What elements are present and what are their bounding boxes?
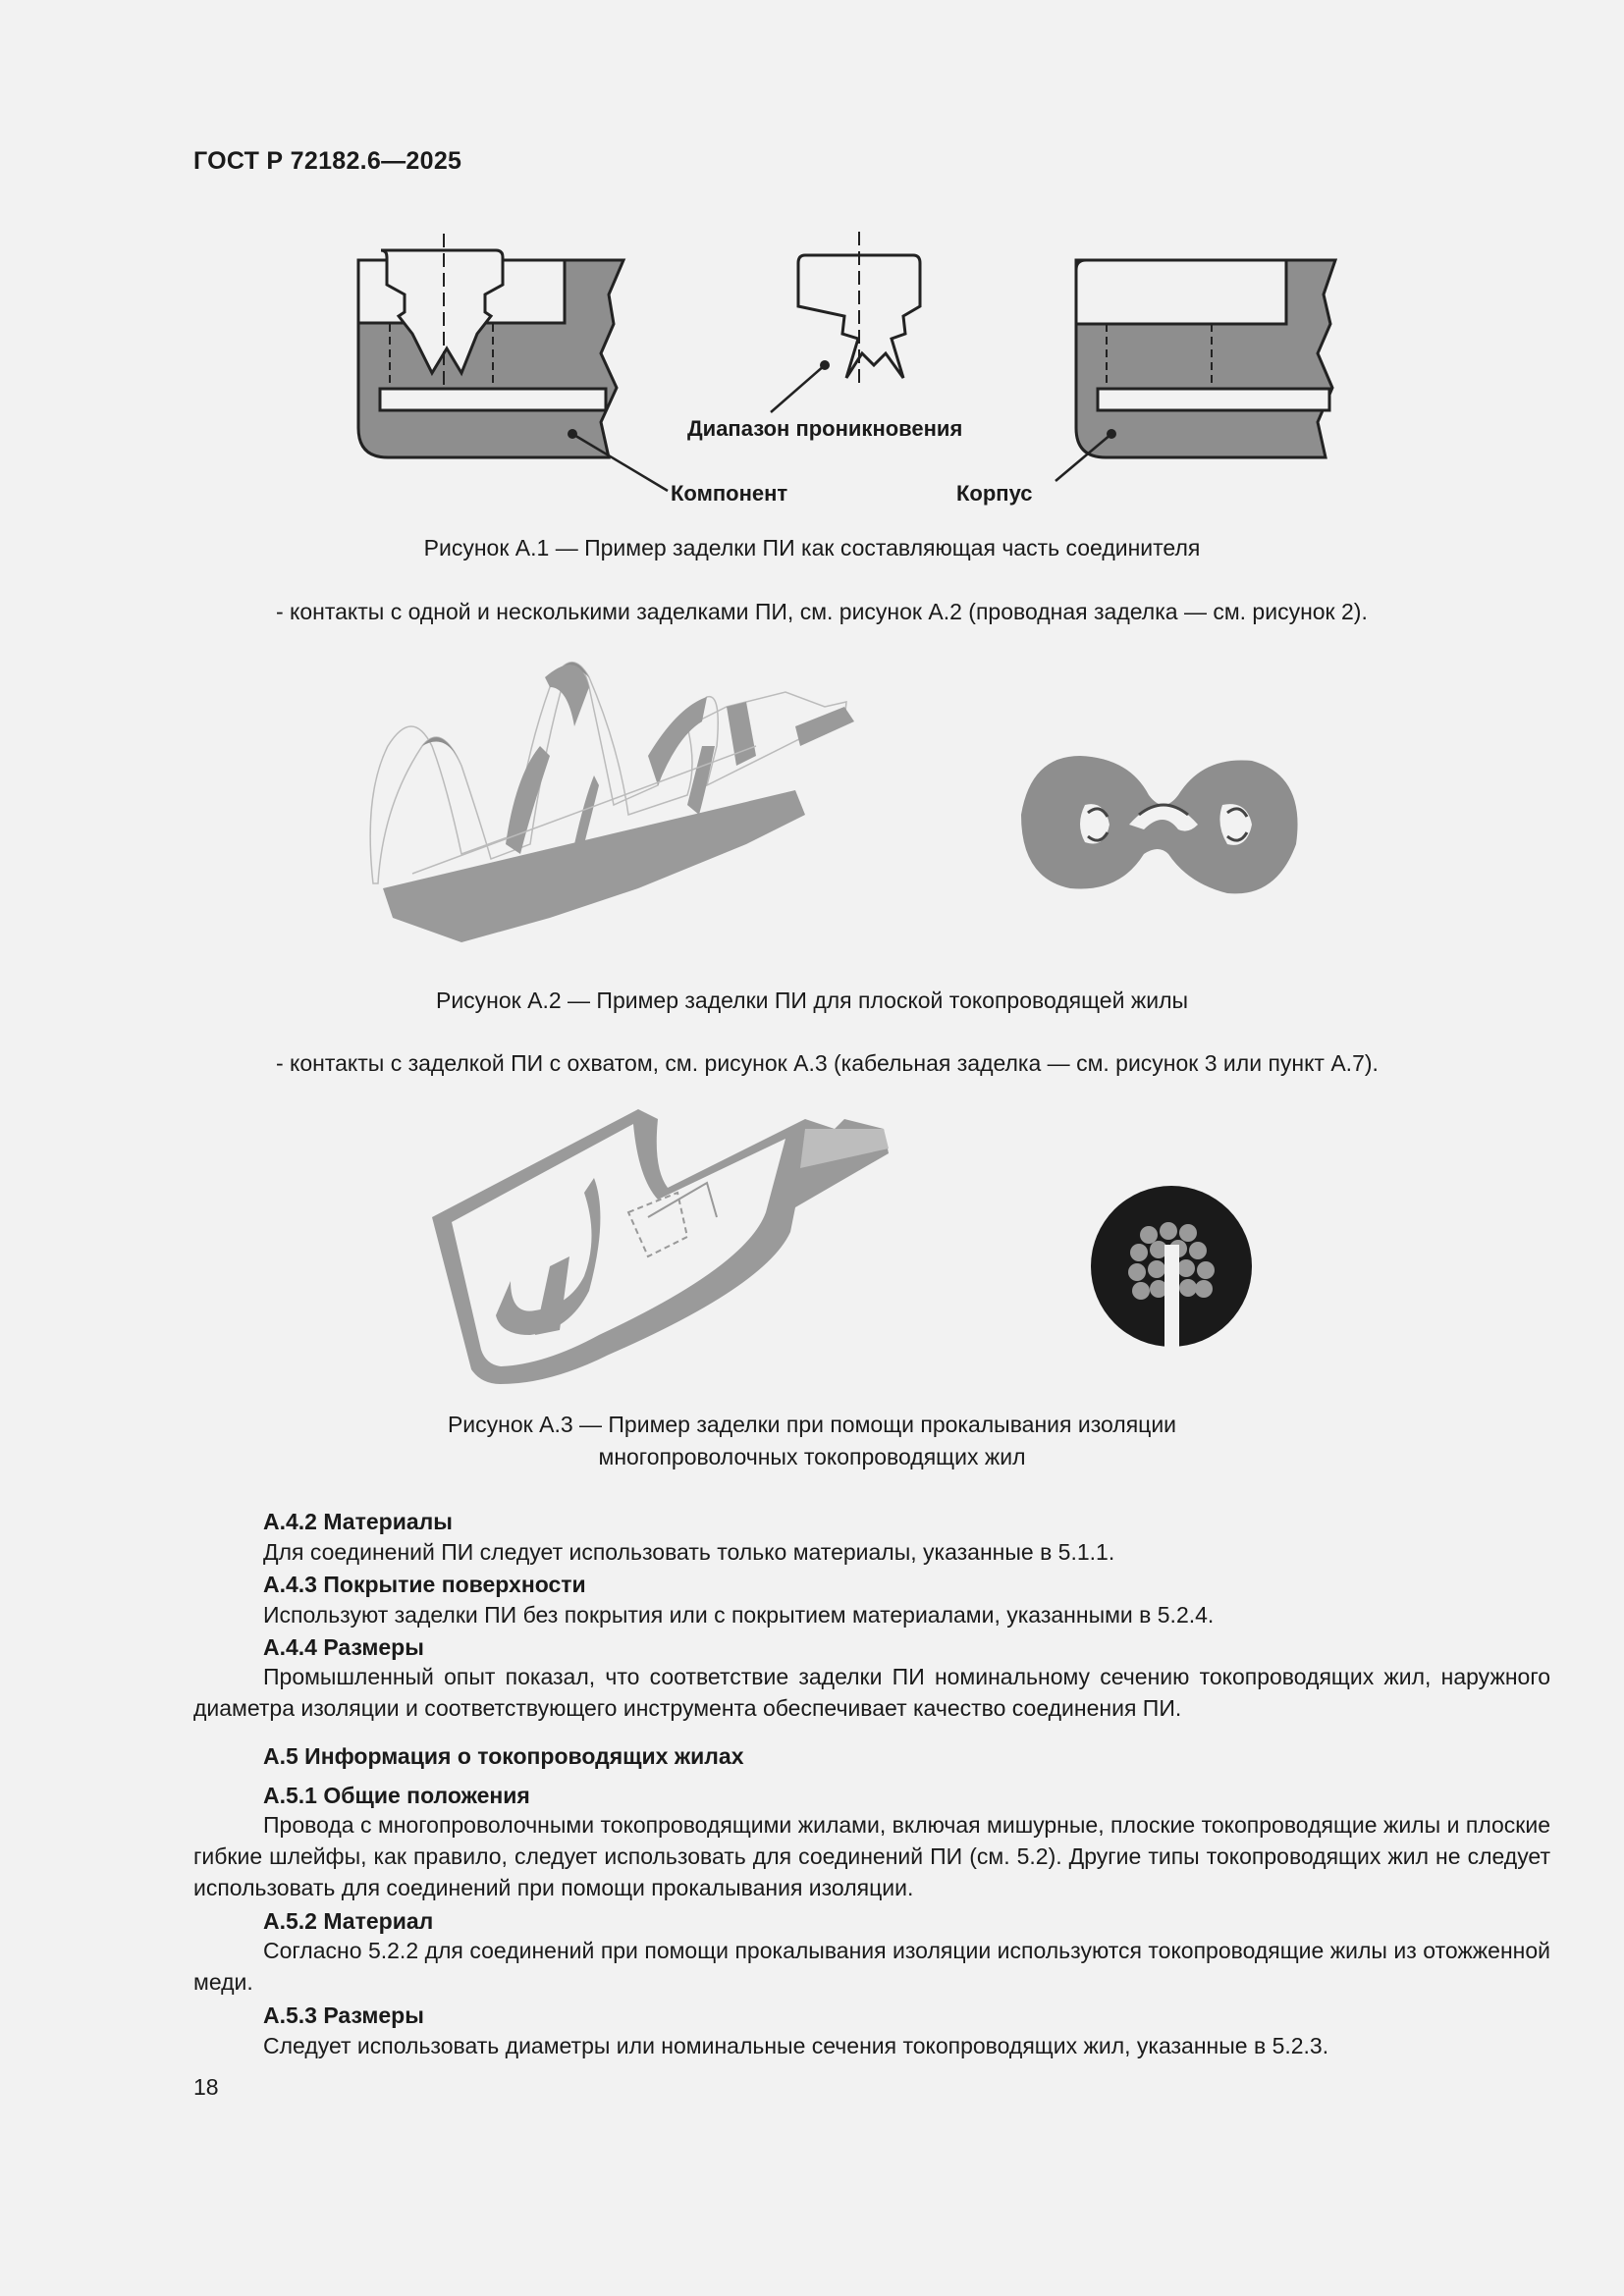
section-a51-text: Провода с многопроволочными токопроводящими жилами, включая мишурные, плоские токопроводящие жилы и плоские гибкие шлейфы, как правило, следует использовать для соединений ПИ (см. 5.2). Другие типы токопроводящих жил не следует использовать для соединений при помощи прокалывания изоляции. — [193, 1812, 1550, 1900]
body-label: Корпус — [956, 481, 1033, 506]
section-a51-title: А.5.1 Общие положения — [263, 1783, 530, 1808]
figure-a3-wrap-terminal — [432, 1109, 889, 1384]
section-a43-title: А.4.3 Покрытие поверхности — [263, 1572, 586, 1597]
section-a52-text: Согласно 5.2.2 для соединений при помощи прокалывания изоляции используются токопроводящие жилы из отожженной меди. — [193, 1938, 1550, 1995]
figure-a2-caption: Рисунок А.2 — Пример заделки ПИ для плоской токопроводящей жилы — [435, 988, 1189, 1013]
figure-a1-component-drawing — [358, 234, 668, 491]
section-a44-title: А.4.4 Размеры — [263, 1634, 424, 1660]
figure-a2-cross-section — [1021, 756, 1298, 893]
component-label: Компонент — [671, 481, 788, 506]
section-a42-title: А.4.2 Материалы — [263, 1509, 453, 1534]
figure-a3-cable-cross-section — [1091, 1186, 1252, 1348]
section-a44-text: Промышленный опыт показал, что соответствие заделки ПИ номинальному сечению токопроводящих жил, наружного диаметра изоляции и соответствующего инструмента обеспечивает качество соединения ПИ. — [193, 1664, 1550, 1721]
figure-a1-caption: Рисунок А.1 — Пример заделки ПИ как составляющая часть соединителя — [423, 535, 1201, 561]
bullet-1: - контакты с одной и несколькими заделками ПИ, см. рисунок А.2 (проводная заделка — см. рисунок 2). — [276, 599, 1368, 624]
section-a52-title: А.5.2 Материал — [263, 1908, 434, 1934]
penetration-range-label: Диапазон проникновения — [687, 416, 963, 441]
page-number: 18 — [193, 2074, 219, 2100]
section-a53-text: Следует использовать диаметры или номинальные сечения токопроводящих жил, указанные в 5.2.3. — [263, 2033, 1329, 2058]
section-a43-text: Используют заделки ПИ без покрытия или с покрытием материалами, указанными в 5.2.4. — [263, 1602, 1215, 1628]
section-a42-text: Для соединений ПИ следует использовать только материалы, указанные в 5.1.1. — [263, 1539, 1115, 1565]
bullet-2: - контакты с заделкой ПИ с охватом, см. рисунок А.3 (кабельная заделка — см. рисунок 3 или пункт А.7). — [276, 1050, 1379, 1076]
figure-a1-body-drawing — [1056, 260, 1335, 481]
figure-a2-flat-conductor-terminal — [370, 663, 854, 942]
section-a53-title: А.5.3 Размеры — [263, 2002, 424, 2028]
figure-a3-caption-line2: многопроволочных токопроводящих жил — [598, 1444, 1026, 1469]
figure-a3-caption-line1: Рисунок А.3 — Пример заделки при помощи прокалывания изоляции — [447, 1412, 1177, 1437]
figure-a1-contact-drawing — [771, 232, 920, 412]
document-header: ГОСТ Р 72182.6—2025 — [193, 147, 462, 175]
section-a5-title: А.5 Информация о токопроводящих жилах — [263, 1743, 744, 1769]
